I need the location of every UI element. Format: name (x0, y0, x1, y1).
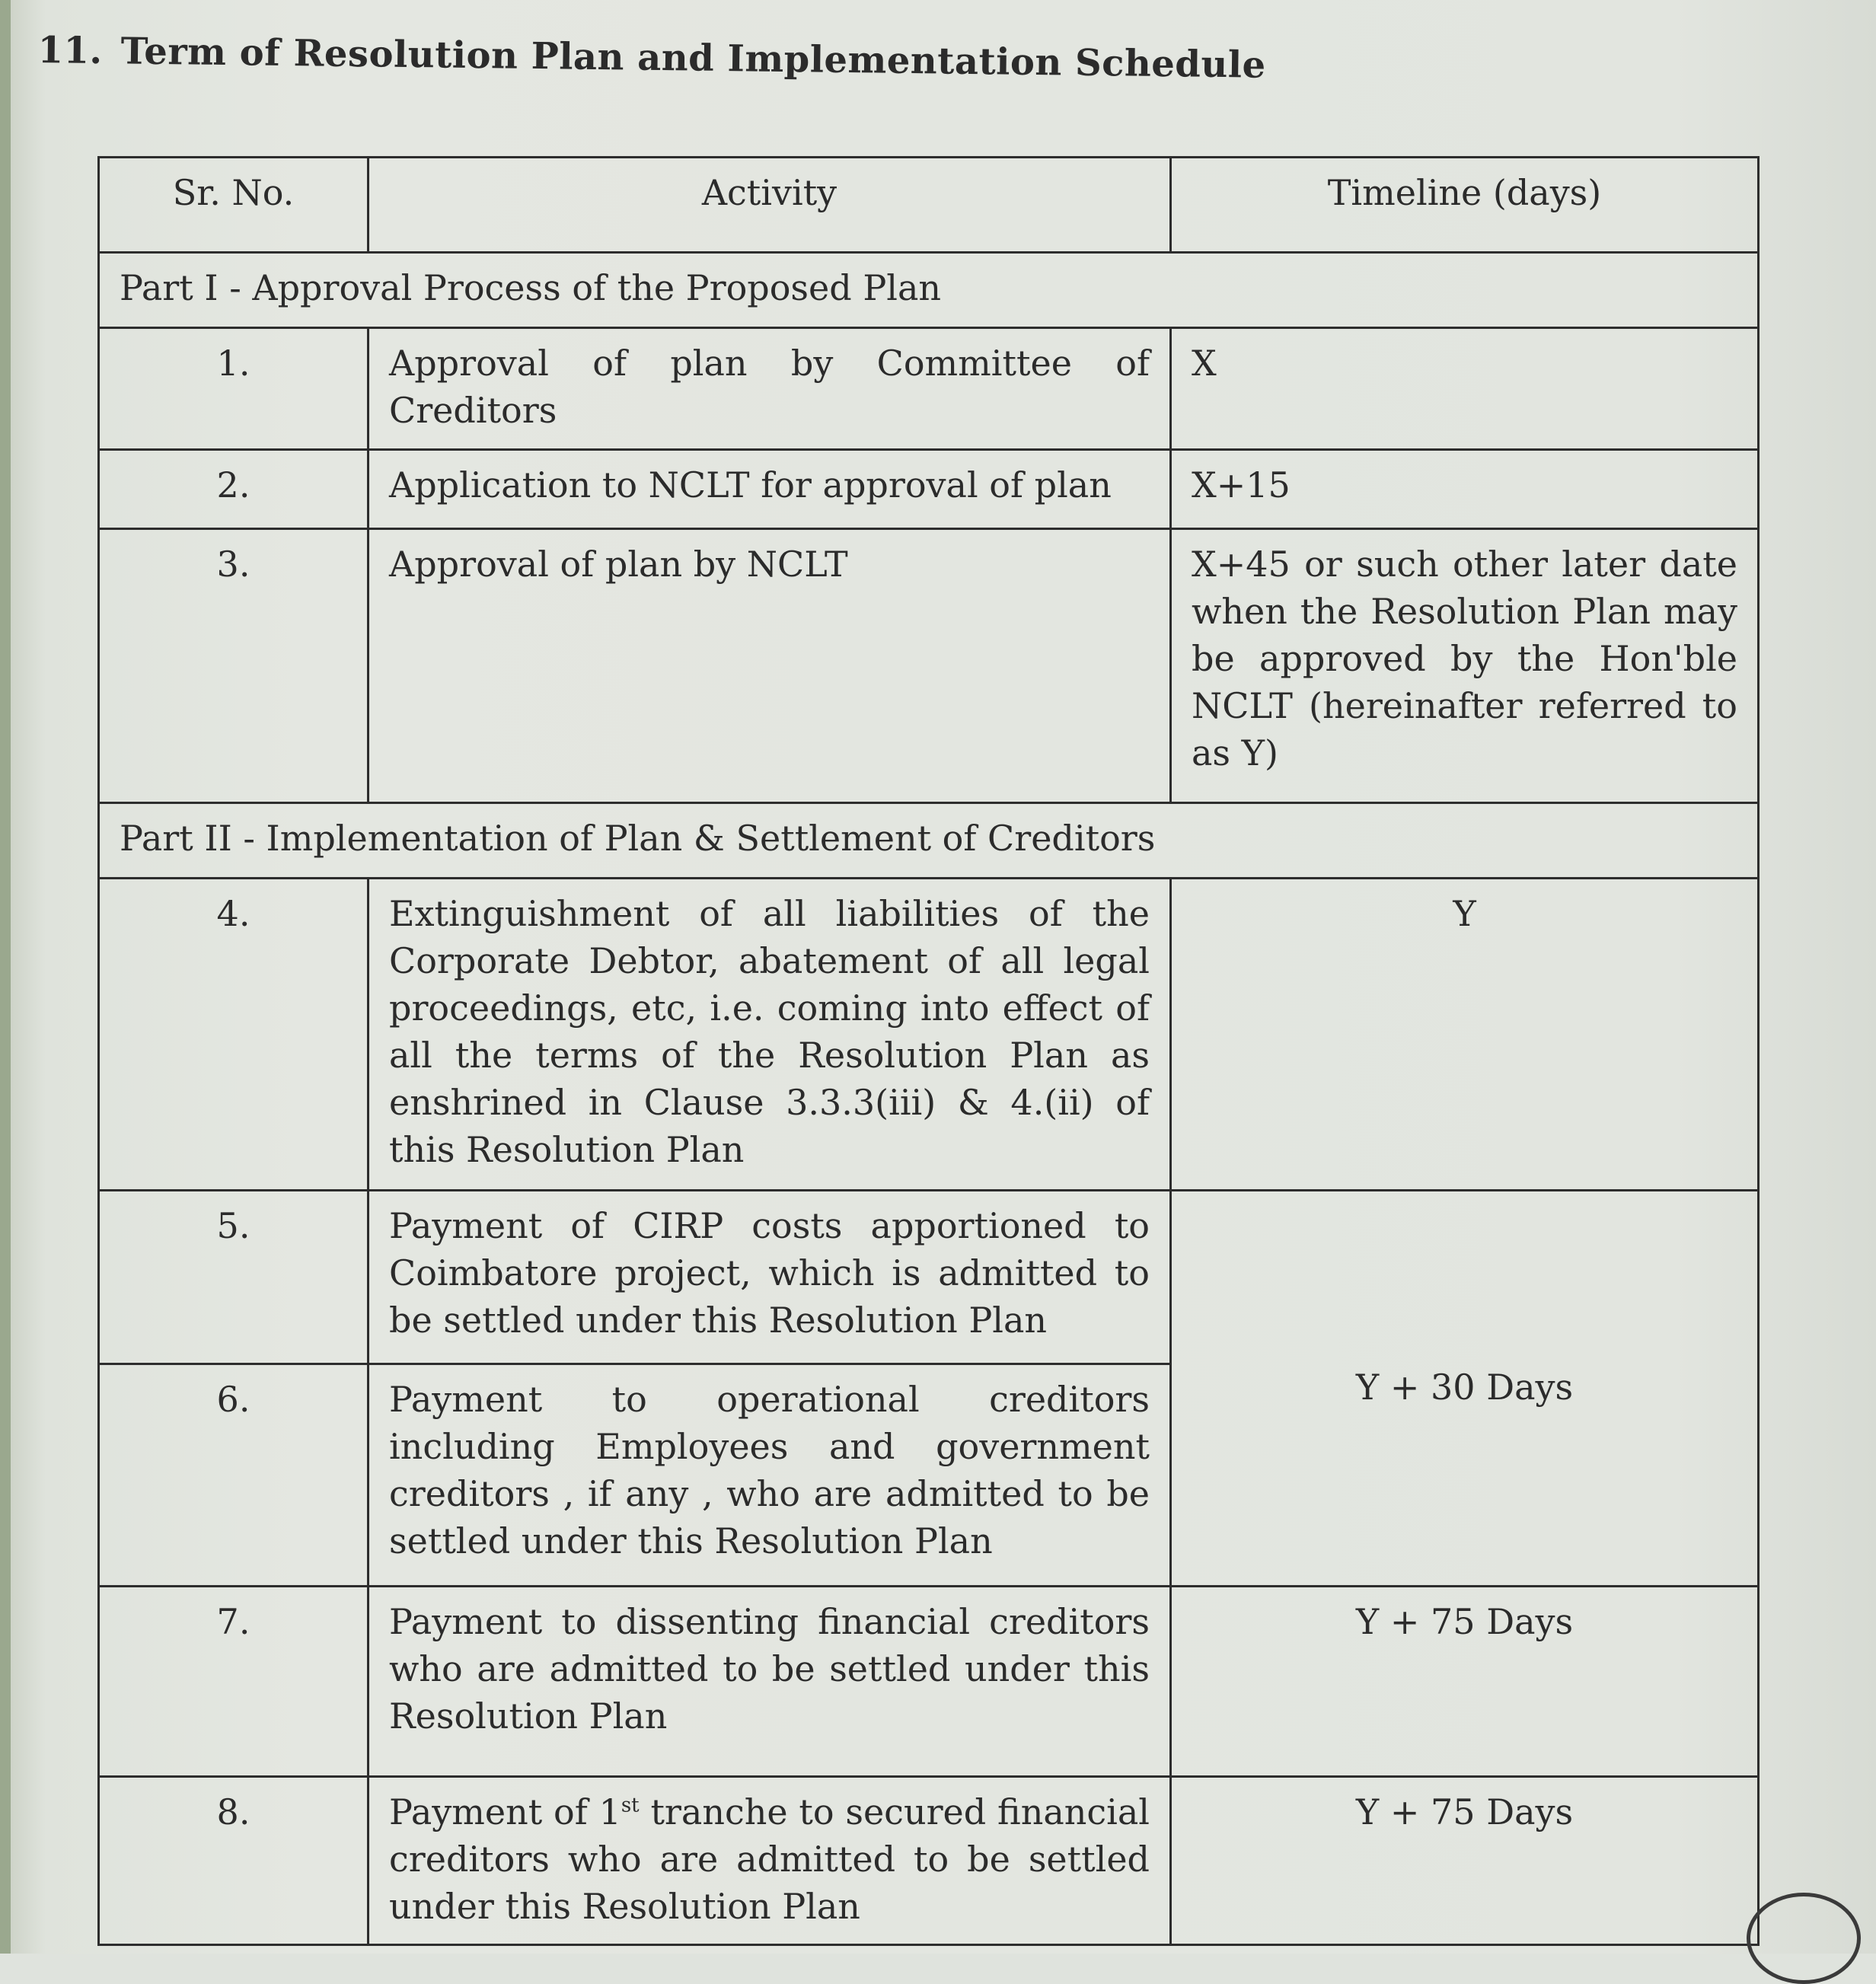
sr-no-cell: 3. (99, 529, 368, 803)
activity-cell (368, 1777, 1171, 1945)
part-heading-row (99, 253, 1759, 328)
activity-text-part: tranche to secured financial creditors who are admitted to be settled under this Resolution Plan (389, 1791, 1150, 1927)
table-row (99, 529, 1759, 803)
stamp-mark (1747, 1893, 1861, 1984)
sr-no-cell: 6. (99, 1364, 368, 1587)
sr-no-cell: 2. (99, 450, 368, 529)
sr-no-cell: 5. (99, 1191, 368, 1364)
activity-cell: Approval of plan by NCLT (368, 529, 1171, 803)
activity-cell: Payment of CIRP costs apportioned to Coimbatore project, which is admitted to be settled under this Resolution Plan (368, 1191, 1171, 1364)
table-row (99, 450, 1759, 529)
table-row (99, 879, 1759, 1191)
part1-heading: Part I - Approval Process of the Proposed Plan (99, 253, 1759, 328)
timeline-cell: X+45 or such other later date when the Resolution Plan may be approved by the Hon'ble NCLT (hereinafter referred to as Y) (1171, 529, 1759, 803)
sr-no-cell: 1. (99, 328, 368, 450)
table-row (99, 1587, 1759, 1777)
timeline-cell: Y (1171, 879, 1759, 1191)
part2-heading: Part II - Implementation of Plan & Settlement of Creditors (99, 803, 1759, 879)
activity-cell: Extinguishment of all liabilities of the Corporate Debtor, abatement of all legal proceedings, etc, i.e. coming into effect of all the terms of the Resolution Plan as enshrined in Clause 3.3.3(iii) & 4.(ii) of this Resolution Plan (368, 879, 1171, 1191)
table-header-row (99, 158, 1759, 253)
timeline-cell: Y + 75 Days (1171, 1587, 1759, 1777)
activity-cell: Approval of plan by Committee of Creditors (368, 328, 1171, 450)
section-title: Term of Resolution Plan and Implementation Schedule (120, 30, 1266, 87)
implementation-schedule-table (97, 156, 1760, 1946)
activity-cell: Application to NCLT for approval of plan (368, 450, 1171, 529)
table-row (99, 328, 1759, 450)
ordinal-suffix: st (621, 1794, 640, 1817)
activity-cell: Payment to operational creditors including Employees and government creditors , if any , who are admitted to be settled under this Resolution Plan (368, 1364, 1171, 1587)
sr-no-cell: 8. (99, 1777, 368, 1945)
activity-cell: Payment to dissenting financial creditors who are admitted to be settled under this Resolution Plan (368, 1587, 1171, 1777)
column-header-sr-no: Sr. No. (99, 158, 368, 253)
activity-text-part: Payment of 1 (389, 1791, 621, 1832)
sr-no-cell: 7. (99, 1587, 368, 1777)
part-heading-row (99, 803, 1759, 879)
column-header-timeline: Timeline (days) (1171, 158, 1759, 253)
sr-no-cell: 4. (99, 879, 368, 1191)
timeline-cell: X+15 (1171, 450, 1759, 529)
timeline-cell-merged: Y + 30 Days (1171, 1191, 1759, 1587)
timeline-cell: X (1171, 328, 1759, 450)
section-heading (37, 29, 1266, 87)
table-row (99, 1191, 1759, 1364)
section-number: 11. (37, 29, 104, 73)
page-edge-shadow (0, 0, 11, 1954)
timeline-cell: Y + 75 Days (1171, 1777, 1759, 1945)
column-header-activity: Activity (368, 158, 1171, 253)
table-row (99, 1777, 1759, 1945)
